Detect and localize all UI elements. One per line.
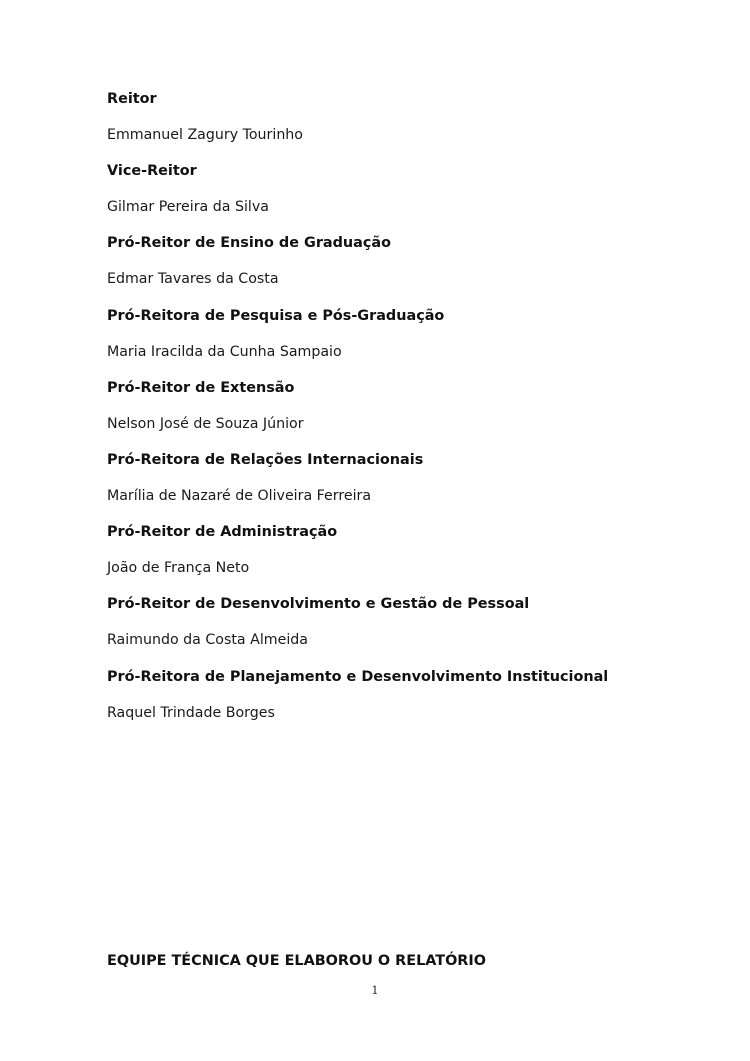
person-name: Raquel Trindade Borges <box>107 704 275 721</box>
person-name: Nelson José de Souza Júnior <box>107 415 304 432</box>
entry-reitor <box>107 89 727 161</box>
role-title: Pró-Reitora de Relações Internacionais <box>107 451 424 468</box>
role-title: Pró-Reitor de Ensino de Graduação <box>107 235 392 252</box>
role-title: Pró-Reitora de Pesquisa e Pós-Graduação <box>107 307 445 324</box>
role-title: Reitor <box>107 91 157 107</box>
role-title: Pró-Reitor de Extensão <box>107 379 295 396</box>
entry-pesquisa-pos-graduacao <box>107 306 727 378</box>
role-title: Pró-Reitor de Desenvolvimento e Gestão de Pessoal <box>107 596 530 613</box>
entry-vice-reitor <box>107 161 727 233</box>
page-number: 1 <box>371 984 379 997</box>
entry-administracao <box>107 522 727 594</box>
role-title: Vice-Reitor <box>107 163 197 180</box>
person-name: Edmar Tavares da Costa <box>107 271 279 288</box>
role-title: Pró-Reitora de Planejamento e Desenvolvimento Institucional <box>107 668 609 685</box>
person-name: Maria Iracilda da Cunha Sampaio <box>107 343 342 360</box>
entry-ensino-graduacao <box>107 233 727 305</box>
role-title: Pró-Reitor de Administração <box>107 524 338 541</box>
entry-relacoes-internacionais <box>107 450 727 522</box>
administration-list <box>107 89 727 739</box>
person-name: João de França Neto <box>107 560 250 577</box>
person-name: Raimundo da Costa Almeida <box>107 632 308 649</box>
entry-planejamento <box>107 667 727 739</box>
person-name: Gilmar Pereira da Silva <box>107 199 269 216</box>
person-name: Marília de Nazaré de Oliveira Ferreira <box>107 487 372 504</box>
entry-gestao-pessoal <box>107 594 727 666</box>
section-heading: EQUIPE TÉCNICA QUE ELABOROU O RELATÓRIO <box>107 953 486 969</box>
entry-extensao <box>107 378 727 450</box>
person-name: Emmanuel Zagury Tourinho <box>107 127 303 143</box>
